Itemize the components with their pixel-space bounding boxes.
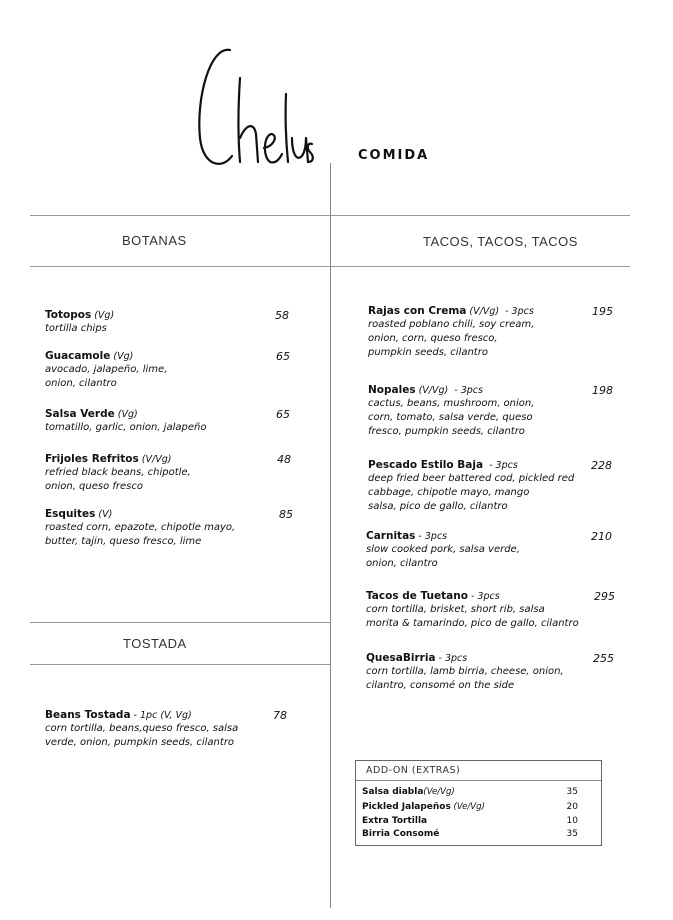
item-description: avocado, jalapeño, lime, onion, cilantro — [45, 364, 168, 389]
item-name: Totopos — [45, 309, 92, 321]
item-name: Esquites — [45, 508, 96, 520]
addon-name: Salsa diabla — [362, 787, 424, 797]
menu-item — [45, 453, 295, 494]
top-rule — [30, 215, 630, 216]
item-price: 295 — [594, 590, 615, 603]
addons-title: ADD-ON (EXTRAS) — [366, 765, 461, 776]
item-price: 65 — [276, 408, 290, 421]
item-price: 198 — [592, 384, 613, 397]
addons-box — [355, 760, 602, 846]
addon-tag: (Ve/Vg) — [423, 787, 455, 797]
item-description: slow cooked pork, salsa verde, onion, cilantro — [366, 544, 520, 569]
addon-tag: (Ve/Vg) — [450, 802, 485, 812]
item-description: deep fried beer battered cod, pickled red cabbage, chipotle mayo, mango salsa, pico de gallo, cilantro — [368, 473, 575, 512]
menu-item — [45, 350, 295, 391]
item-description: corn tortilla, brisket, short rib, salsa morita & tamarindo, pico de gallo, cilantro — [366, 604, 579, 629]
item-price: 78 — [273, 709, 287, 722]
item-tag: - 3pcs — [483, 460, 518, 471]
item-name: Beans Tostada — [45, 709, 131, 721]
item-tag: (V/Vg) - 3pcs — [415, 385, 483, 396]
item-tag: (V/Vg) — [138, 454, 172, 465]
menu-item — [368, 384, 618, 439]
header-rule — [30, 266, 630, 267]
item-tag: - 1pc (V, Vg) — [130, 710, 192, 721]
menu-item — [366, 530, 616, 571]
menu-item — [366, 652, 616, 693]
addon-row — [362, 802, 592, 812]
menu-item — [45, 508, 295, 549]
addon-row — [362, 816, 592, 826]
item-tag: (V/Vg) - 3pcs — [466, 306, 534, 317]
item-name: Carnitas — [366, 530, 416, 542]
addon-price: 35 — [566, 829, 578, 839]
item-name: Guacamole — [45, 350, 111, 362]
addon-price: 35 — [566, 787, 578, 797]
item-description: refried black beans, chipotle, onion, queso fresco — [45, 467, 191, 492]
item-tag: - 3pcs — [415, 531, 448, 542]
item-price: 58 — [275, 309, 289, 322]
item-description: tortilla chips — [45, 323, 107, 334]
menu-item — [45, 709, 295, 750]
item-name: QuesaBirria — [366, 652, 436, 664]
item-description: corn tortilla, lamb birria, cheese, onion, cilantro, consomé on the side — [366, 666, 564, 691]
addon-name: Birria Consomé — [362, 829, 440, 839]
item-tag: (V) — [95, 509, 113, 520]
item-name: Salsa Verde — [45, 408, 115, 420]
section-tacos: TACOS, TACOS, TACOS — [423, 234, 578, 249]
section-botanas: BOTANAS — [122, 233, 187, 248]
addon-name: Pickled Jalapeños — [362, 802, 451, 812]
item-name: Frijoles Refritos — [45, 453, 139, 465]
item-price: 195 — [592, 305, 613, 318]
menu-item — [45, 309, 295, 336]
addon-name: Extra Tortilla — [362, 816, 428, 826]
item-tag: (Vg) — [114, 409, 138, 420]
item-price: 228 — [591, 459, 612, 472]
section-tostada: TOSTADA — [123, 636, 187, 651]
item-tag: - 3pcs — [435, 653, 468, 664]
item-description: tomatillo, garlic, onion, jalapeño — [45, 422, 207, 433]
item-name: Rajas con Crema — [368, 305, 467, 317]
tostada-bottom-rule — [30, 664, 330, 665]
item-tag: - 3pcs — [467, 591, 500, 602]
addon-price: 20 — [566, 802, 578, 812]
item-price: 65 — [276, 350, 290, 363]
item-description: corn tortilla, beans,queso fresco, salsa verde, onion, pumpkin seeds, cilantro — [45, 723, 239, 748]
item-price: 48 — [277, 453, 291, 466]
item-description: roasted corn, epazote, chipotle mayo, butter, tajin, queso fresco, lime — [45, 522, 236, 547]
menu-item — [45, 408, 295, 435]
item-description: cactus, beans, mushroom, onion, corn, tomato, salsa verde, queso fresco, pumpkin seeds, cilantro — [368, 398, 535, 437]
item-price: 210 — [591, 530, 612, 543]
item-name: Pescado Estilo Baja — [368, 459, 484, 471]
item-price: 255 — [593, 652, 614, 665]
item-price: 85 — [279, 508, 293, 521]
tostada-top-rule — [30, 622, 330, 623]
item-tag: (Vg) — [91, 310, 115, 321]
addon-price: 10 — [566, 816, 578, 826]
addons-divider — [356, 780, 601, 781]
menu-item — [366, 590, 596, 631]
item-name: Nopales — [368, 384, 416, 396]
item-tag: (Vg) — [110, 351, 134, 362]
chelas-logo — [188, 38, 318, 178]
item-name: Tacos de Tuetano — [366, 590, 468, 602]
addon-row — [362, 829, 592, 839]
center-divider — [330, 163, 331, 908]
addon-row — [362, 787, 592, 797]
page-subtitle: COMIDA — [358, 148, 430, 163]
menu-item — [368, 305, 618, 360]
menu-item — [368, 459, 583, 514]
item-description: roasted poblano chili, soy cream, onion, corn, queso fresco, pumpkin seeds, cilantro — [368, 319, 535, 358]
